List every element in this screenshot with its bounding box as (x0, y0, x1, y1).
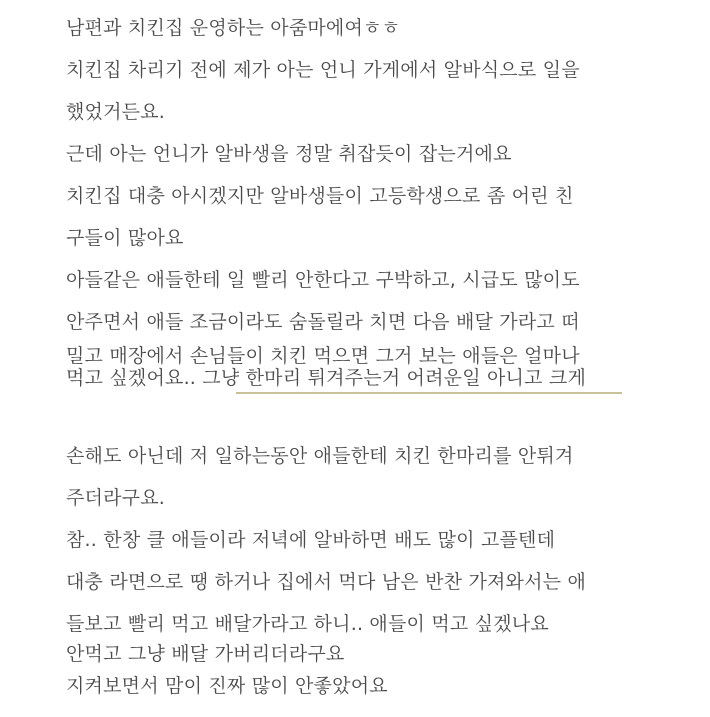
text-line: 먹고 싶겠어요.. 그냥 한마리 튀겨주는거 어려운일 아니고 크게 (66, 367, 587, 389)
text-line: 지켜보면서 맘이 진짜 많이 안좋았어요 (66, 675, 388, 697)
text-line: 참.. 한창 클 애들이라 저녁에 알바하면 배도 많이 고플텐데 (66, 529, 556, 551)
text-line: 아들같은 애들한테 일 빨리 안한다고 구박하고, 시급도 많이도 (66, 269, 580, 291)
text-line: 안주면서 애들 조금이라도 숨돌릴라 치면 다음 배달 가라고 떠 (66, 311, 580, 333)
text-line: 치킨집 대충 아시겠지만 알바생들이 고등학생으로 좀 어린 친 (66, 185, 574, 207)
text-line: 구들이 많아요 (66, 227, 184, 249)
text-line: 대충 라면으로 땡 하거나 집에서 먹다 남은 반찬 가져와서는 애 (66, 571, 587, 593)
text-line: 안먹고 그냥 배달 가버리더라구요 (66, 643, 345, 665)
text-line: 손해도 아닌데 저 일하는동안 애들한테 치킨 한마리를 안튀겨 (66, 445, 574, 467)
text-line: 들보고 빨리 먹고 배달가라고 하니.. 애들이 먹고 싶겠나요 (66, 613, 549, 635)
text-line: 남편과 치킨집 운영하는 아줌마에여ㅎㅎ (66, 17, 401, 39)
text-line: 치킨집 차리기 전에 제가 아는 언니 가게에서 알바식으로 일을 (66, 59, 580, 81)
highlight-underline (236, 392, 622, 394)
text-line: 했었거든요. (66, 101, 166, 123)
text-line: 밀고 매장에서 손님들이 치킨 먹으면 그거 보는 애들은 얼마나 (66, 345, 580, 367)
text-line: 근데 아는 언니가 알바생을 정말 취잡듯이 잡는거에요 (66, 143, 512, 165)
text-line: 주더라구요. (66, 487, 166, 509)
